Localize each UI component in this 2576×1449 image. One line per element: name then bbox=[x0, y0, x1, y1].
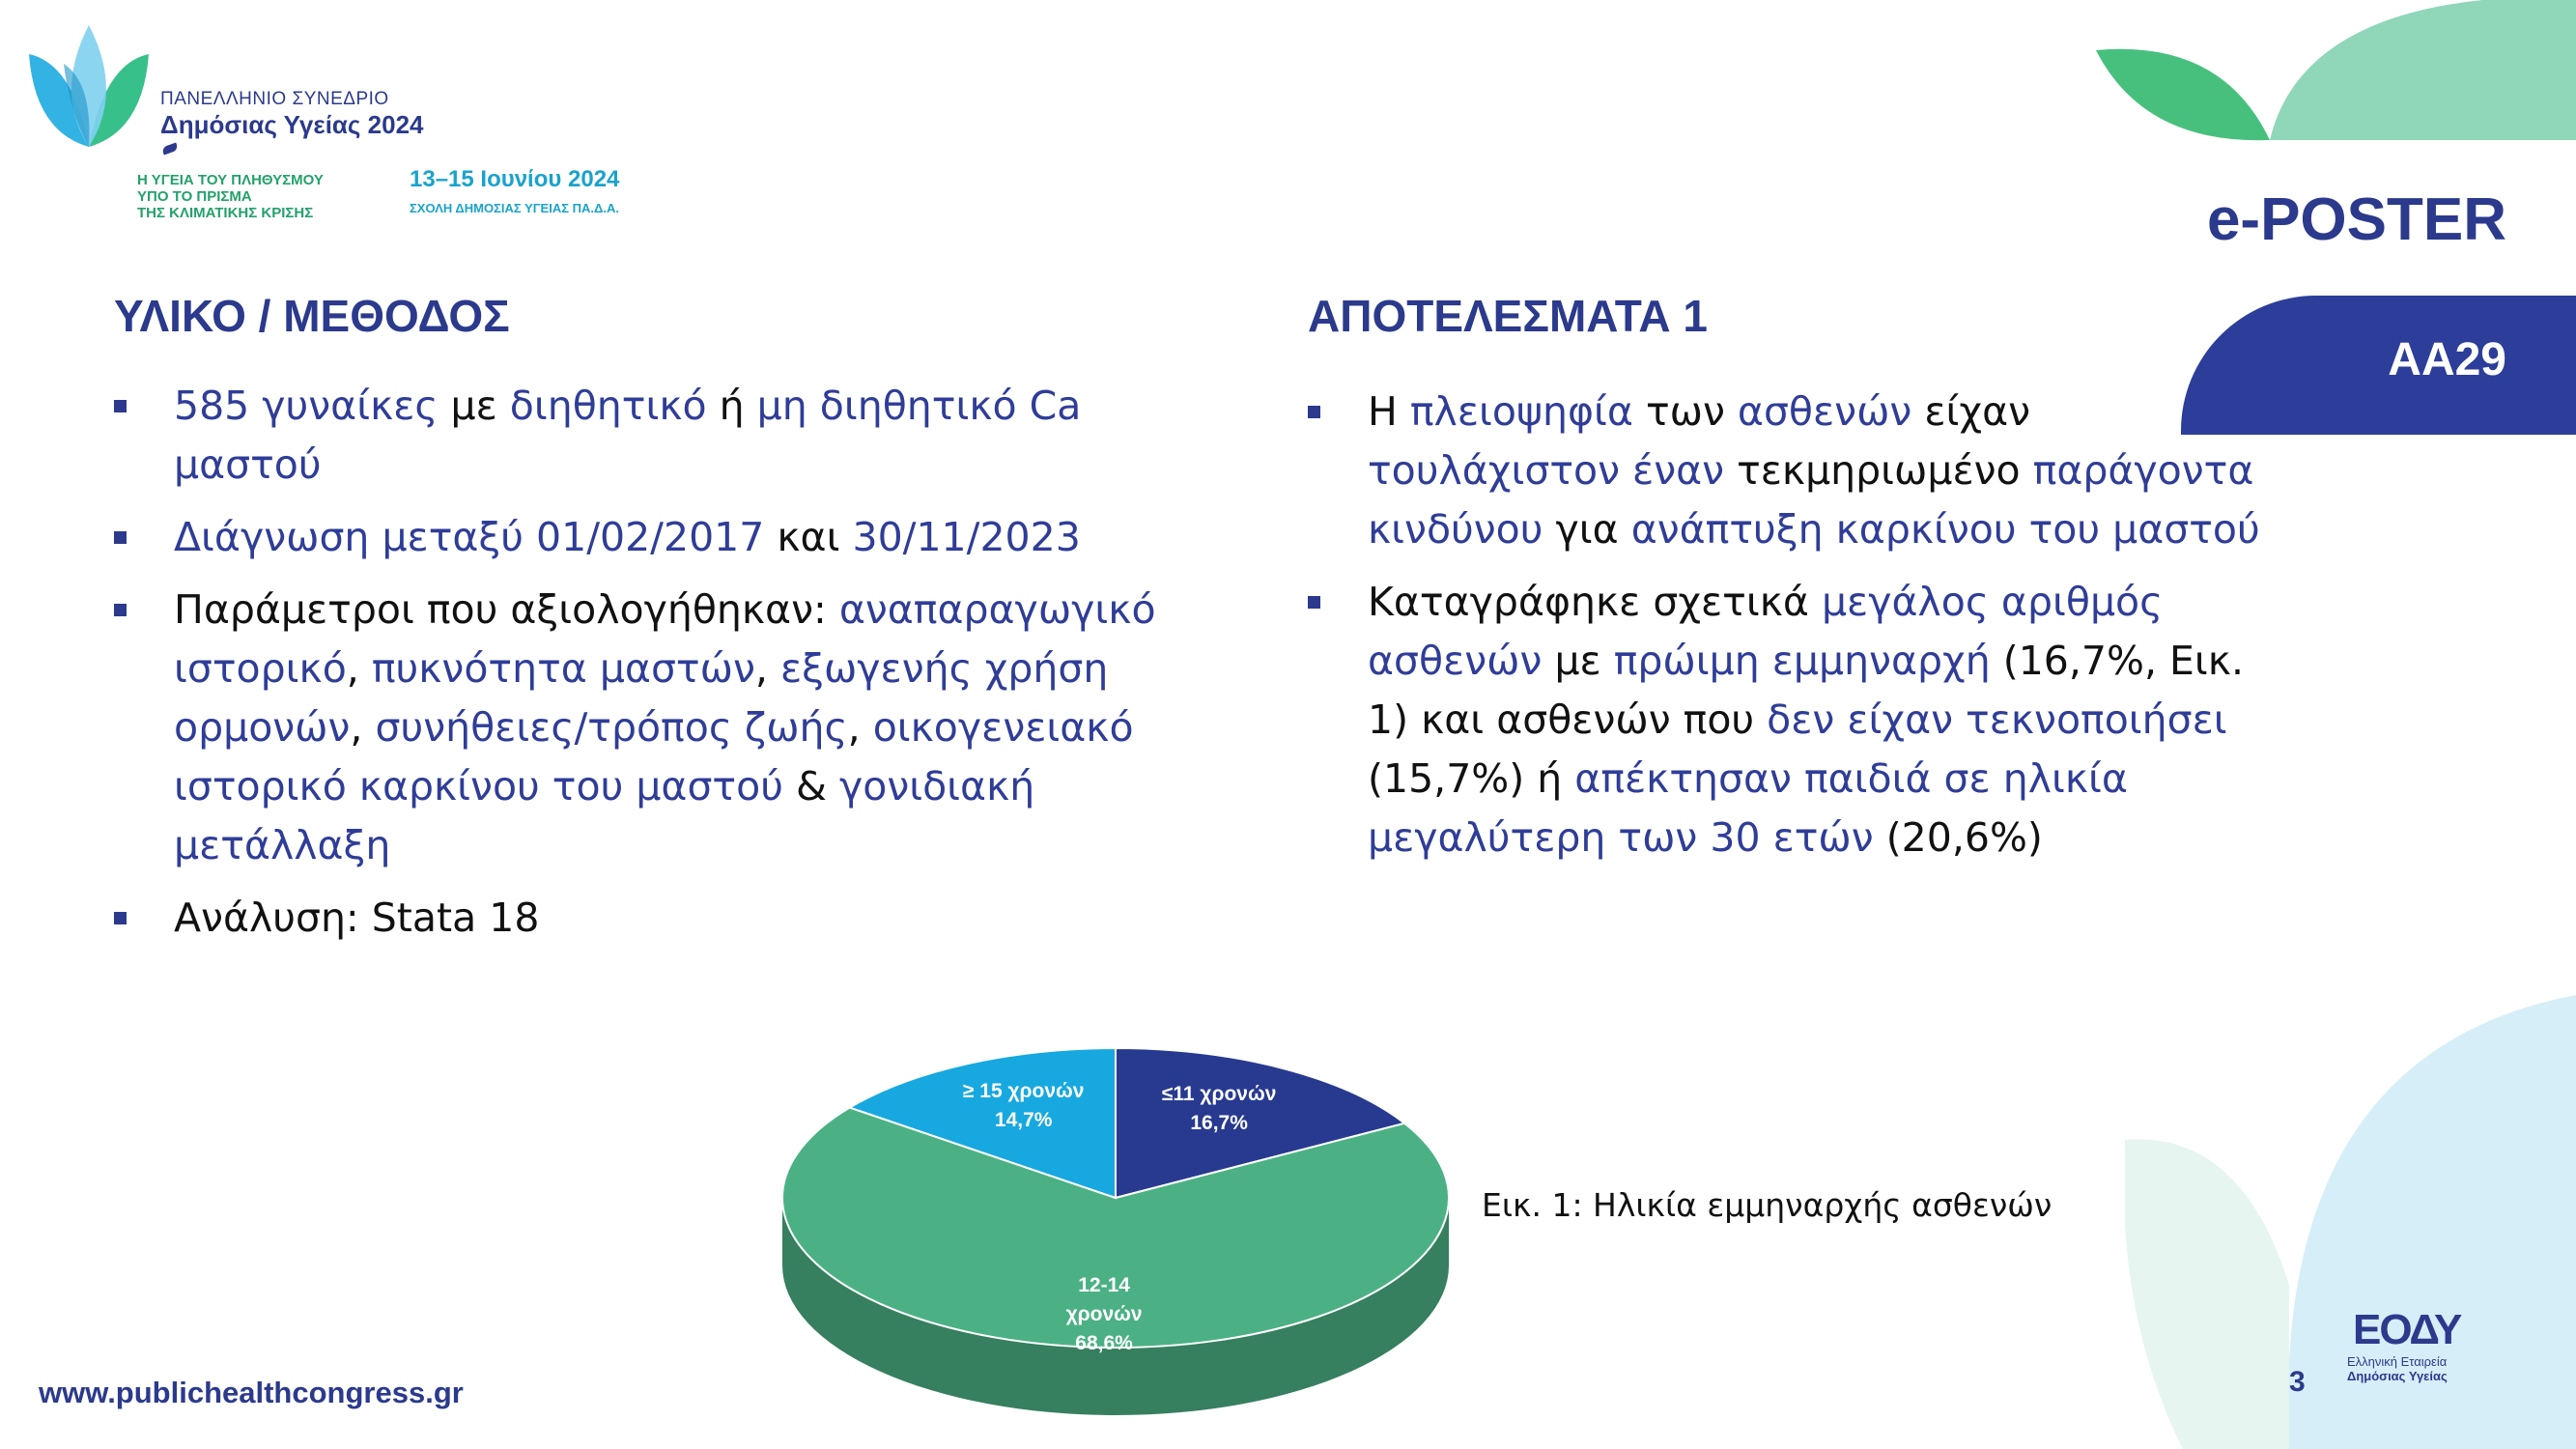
text-segment: για bbox=[1543, 506, 1631, 553]
text-segment: συνήθειες/τρόπος ζωής bbox=[375, 704, 848, 751]
congress-label-big: Δημόσιας Υγείας 2024 bbox=[160, 110, 424, 139]
chart-caption: Εικ. 1: Ηλικία εμμηναρχής ασθενών bbox=[1482, 1186, 2052, 1224]
text-segment: μη διηθητικό Ca μαστού bbox=[174, 383, 1082, 488]
text-segment: πρώιμη εμμηναρχή bbox=[1613, 638, 1991, 684]
congress-dates: 13–15 Ιουνίου 2024 bbox=[410, 166, 620, 192]
congress-theme bbox=[137, 172, 324, 221]
text-segment: διηθητικό bbox=[509, 383, 707, 429]
text-segment: πυκνότητα μαστών bbox=[371, 645, 755, 692]
methods-bullet-3 bbox=[114, 581, 1157, 875]
text-segment: , bbox=[847, 704, 873, 751]
logo-dash-icon bbox=[161, 143, 179, 156]
congress-leaf-logo-icon bbox=[25, 25, 153, 147]
pie-label-line: ≤11 χρονών bbox=[1161, 1082, 1277, 1105]
text-segment: τεκμηριωμένο bbox=[1724, 447, 2033, 494]
text-segment: αναπαραγωγικό ιστορικό bbox=[174, 586, 1156, 692]
methods-bullet-2 bbox=[114, 508, 1157, 567]
results-bullet-1 bbox=[1308, 383, 2274, 559]
pie-label-line: 68,6% bbox=[1075, 1332, 1133, 1355]
eposter-label: e-POSTER bbox=[2206, 186, 2506, 253]
text-segment: ασθενών bbox=[1737, 388, 1912, 435]
text-segment: Καταγράφηκε σχετικά bbox=[1368, 579, 1822, 625]
eody-logo-icon: ΕΟΔΥ bbox=[2353, 1306, 2461, 1353]
text-segment: μεγάλος αριθμός ασθενών bbox=[1368, 579, 2164, 684]
text-segment: δεν είχαν τεκνοποιήσει bbox=[1767, 696, 2227, 743]
text-segment: εξωγενής χρήση ορμονών bbox=[174, 645, 1109, 751]
text-segment: παράγοντα κινδύνου bbox=[1368, 447, 2254, 553]
text-segment: (16,7%, Εικ. 1) και ασθενών που bbox=[1368, 638, 2245, 743]
text-segment: Διάγνωση μεταξύ 01/02/2017 bbox=[174, 514, 765, 560]
website-link[interactable]: www.publichealthcongress.gr bbox=[39, 1376, 464, 1409]
text-segment: ή bbox=[706, 383, 757, 429]
text-segment: με bbox=[1542, 638, 1614, 684]
text-segment: γονιδιακή μετάλλαξη bbox=[174, 763, 1035, 868]
poster-code: AA29 bbox=[2388, 334, 2506, 385]
text-segment: Παράμετροι που αξιολογήθηκαν: bbox=[174, 586, 839, 633]
text-segment: (20,6%) bbox=[1873, 814, 2043, 861]
text-segment: (15,7%) ή bbox=[1368, 755, 1575, 802]
results-title: ΑΠΟΤΕΛΕΣΜΑΤΑ 1 bbox=[1308, 291, 1708, 341]
methods-bullet-1 bbox=[114, 377, 1157, 495]
methods-bullet-4: Ανάλυση: Stata 18 bbox=[114, 889, 1157, 948]
pie-label-line: 14,7% bbox=[994, 1108, 1053, 1131]
pie-label-line: ≥ 15 χρονών bbox=[962, 1079, 1085, 1102]
text-segment: των bbox=[1632, 388, 1738, 435]
results-list bbox=[1308, 383, 2274, 881]
eody-line-1: Ελληνική Εταιρεία bbox=[2347, 1354, 2448, 1369]
theme-line-3: ΤΗΣ ΚΛΙΜΑΤΙΚΗΣ ΚΡΙΣΗΣ bbox=[137, 205, 314, 221]
text-segment: και bbox=[764, 514, 853, 560]
congress-school: ΣΧΟΛΗ ΔΗΜΟΣΙΑΣ ΥΓΕΙΑΣ ΠΑ.Δ.Α. bbox=[410, 201, 619, 215]
congress-label-small: ΠΑΝΕΛΛΗΝΙΟ ΣΥΝΕΔΡΙΟ bbox=[160, 89, 389, 109]
text-segment: Η bbox=[1368, 388, 1410, 435]
text-segment: τουλάχιστον έναν bbox=[1368, 447, 1725, 494]
text-segment: 30/11/2023 bbox=[852, 514, 1081, 560]
pie-label-line: 12-14 bbox=[1078, 1274, 1130, 1297]
text-segment: με bbox=[438, 383, 510, 429]
menarche-age-pie-chart bbox=[763, 1034, 1468, 1449]
eody-line-2: Δημόσιας Υγείας bbox=[2347, 1369, 2448, 1383]
pie-label-line: χρονών bbox=[1065, 1303, 1143, 1326]
text-segment: , bbox=[350, 704, 376, 751]
text-segment: , bbox=[754, 645, 780, 692]
text-segment: οικογενειακό ιστορικό καρκίνου του μαστού bbox=[174, 704, 1134, 810]
eody-logo-text bbox=[2347, 1354, 2448, 1383]
pie-label-line: 16,7% bbox=[1190, 1111, 1248, 1134]
text-segment: & bbox=[782, 763, 839, 810]
page-number: 3 bbox=[2289, 1366, 2306, 1398]
text-segment: , bbox=[346, 645, 372, 692]
theme-line-1: Η ΥΓΕΙΑ ΤΟΥ ΠΛΗΘΥΣΜΟΥ bbox=[137, 172, 324, 188]
text-segment: είχαν bbox=[1911, 388, 2031, 435]
methods-list bbox=[114, 377, 1157, 961]
decor-top-right-leaves bbox=[2077, 0, 2576, 155]
text-segment: 585 γυναίκες bbox=[174, 383, 439, 429]
text-segment: απέκτησαν παιδιά σε ηλικία μεγαλύτερη των 30 ετών bbox=[1368, 755, 2128, 861]
results-bullet-2 bbox=[1308, 573, 2274, 867]
text-segment: ανάπτυξη καρκίνου του μαστού bbox=[1630, 506, 2260, 553]
text-segment: πλειοψηφία bbox=[1409, 388, 1633, 435]
theme-line-2: ΥΠΟ ΤΟ ΠΡΙΣΜΑ bbox=[137, 188, 252, 205]
methods-title: ΥΛΙΚΟ / ΜΕΘΟΔΟΣ bbox=[114, 291, 510, 341]
